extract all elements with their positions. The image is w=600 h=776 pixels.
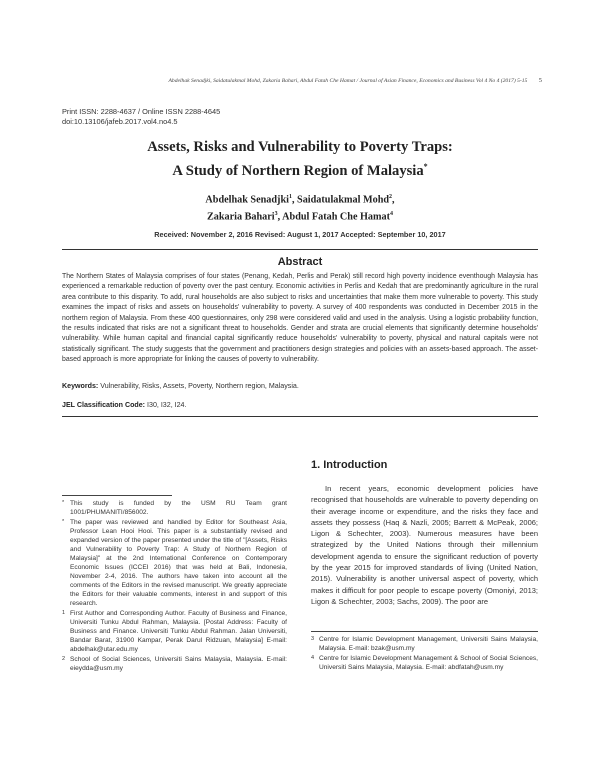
footnote-text: Centre for Islamic Development Management & School of Social Sciences, Universiti Sains Malaysia, Malaysia. E-mail: abdfatah@usm.my [319,655,538,671]
footnote-mark: 4 [311,655,315,661]
title-line-1: Assets, Risks and Vulnerability to Poverty Traps: [147,139,453,155]
abstract-text: The Northern States of Malaysia comprises of four states (Penang, Kedah, Perlis and Perak) still record high poverty incidence eventhough Malaysia has experienced a remarkable reduction of poverty over the past century. Economic activities in Perlis and Kedah that are predominantly agriculture in the rural area contribute to this disparity. To add, rural households are also subject to risks and uncertainties that make them more vulnerable to poverty. This study examines the impact of risks and assets on households' vulnerability to poverty. A survey of 400 respondents was conducted in December 2015 in the northern region of Malaysia. From these 400 questionnaires, only 298 were considered valid and used in the analysis. Using a logistic probability function, the results indicated that risks are not a significant threat to households. Gender and strata are crucial elements that significantly determine households' vulnerability. While human capital and financial capital significantly reduce households' vulnerability to poverty, physical and natural capitals were not statistically significant. The study suggests that the government and practitioners design strategies and policies with an assets-based approach. The asset-based approach is more appropriate for linking the causes of poverty to vulnerability. [62,273,538,364]
author-name: Zakaria Bahari [206,211,275,223]
footnote [62,518,287,608]
footnote [62,609,287,654]
title-footnote-mark: * [423,162,428,171]
author-separator: , [392,194,395,206]
author-separator: , [277,211,283,223]
footnote-text: Centre for Islamic Development Management, Universiti Sains Malaysia, Malaysia. E-mail: bzak@usm.my [319,636,538,652]
keywords-line [62,382,538,390]
author-line-2 [62,207,538,224]
author-name: Abdelhak Senadjki [205,194,289,206]
footnote-mark: 2 [62,656,66,662]
submission-dates: Received: November 2, 2016 Revised: August 1, 2017 Accepted: September 10, 2017 [154,230,446,239]
author-affiliation-mark: 4 [390,211,394,218]
rule-top [62,249,538,250]
introduction-paragraph: In recent years, economic development policies have recognised that households are vulnerable to poverty depending on their average income or expenditure, and the risks they face and assets they possess (Haq & Nazli, 2005; Barrett & McPeak, 2006; Ligon & Schechter, 2003). Numerous measures have been strategized by the United Nations through their millennium development agenda to ensure the significant reduction of poverty by the year 2015 for improved standards of living (United Nation, 2015). Vulnerability is another universal aspect of poverty, which makes it difficult for poor people to escape poverty (Omoniyi, 2013; Ligon & Schechter, 2003; Sachs, 2009). The poor are [311,484,538,606]
footnotes-right [311,631,538,673]
doi-line: doi:10.13106/jafeb.2017.vol4.no4.5 [62,117,178,126]
footnote [62,655,287,673]
jel-line [62,401,538,409]
footnote-mark: * [62,519,65,525]
title-line-2 [62,157,538,181]
footnote-text: The paper was reviewed and handled by Editor for Southeast Asia, Professor Lean Hooi Hooi. This paper is a substantially revised and expanded version of the paper presented under the title of "[Assets, Risks and Vulnerability to Poverty Trap: A Study of Northern Region of Malaysia]" at the 2nd International Conference on Contemporary Economic Issues (ICCEI 2016) that was held at Bali, Indonesia, November 2-4, 2016. The authors have taken into account all the comments of the Editors in the revised manuscript. We greatly appreciate the Editors for their valuable comments, interest in and support of this research. [70,519,287,607]
jel-text: I30, I32, I24. [147,401,187,409]
paper-title [62,138,538,181]
issn-line: Print ISSN: 2288-4637 / Online ISSN 2288-4645 [62,107,221,116]
author-affiliation-mark: 1 [288,194,292,200]
author-affiliation-mark: 2 [389,194,393,200]
running-head-text: Abdelhak Senadjki, Saidatulakmal Mohd, Zakaria Bahari, Abdul Fatah Che Hamat / Journal of Asian Finance, Economics and Business Vol 4 No 4 (2017) 5-15 [168,78,528,84]
author-line-1 [62,190,538,207]
rule-bottom [62,416,538,417]
keywords-text: Vulnerability, Risks, Assets, Poverty, Northern region, Malaysia. [100,382,299,390]
footnote-separator [311,631,538,632]
running-head [62,77,542,84]
section-heading-introduction: 1. Introduction [311,459,388,471]
page-number: 5 [538,77,542,84]
footnote-text: First Author and Corresponding Author. Faculty of Business and Finance, Universiti Tunku Abdul Rahman, Malaysia. [Postal Address: Faculty of Business and Finance. Universiti Tunku Abdul Rahman. Jalan Universiti, Bandar Barat, 31900 Kampar, Perak Darul Ridzuan, Malaysia] E-mail: abdelhak@utar.edu.my [70,610,287,653]
footnote-mark: 3 [311,636,315,642]
abstract-heading: Abstract [277,256,323,268]
jel-label: JEL Classification Code: [62,401,146,409]
keywords-label: Keywords: [62,382,99,390]
author-separator: , [291,194,298,206]
footnote [311,635,538,653]
footnote-mark: 1 [62,610,66,616]
author-name: Saidatulakmal Mohd [297,194,390,206]
footnote-text: School of Social Sciences, Universiti Sains Malaysia, Malaysia. E-mail: eieydda@usm.my [70,656,287,672]
author-list [62,190,538,225]
footnote-text: This study is funded by the USM RU Team grant 1001/PHUMANITI/856002. [70,500,287,516]
footnote-separator [62,495,172,496]
title-line-2-text: A Study of Northern Region of Malaysia [172,162,424,179]
issn-block [62,107,220,127]
footnote-mark: * [62,500,65,506]
footnote [311,654,538,672]
author-name: Abdul Fatah Che Hamat [282,211,391,223]
footnotes-left [62,495,287,674]
author-affiliation-mark: 3 [274,211,278,218]
footnote [62,499,287,517]
